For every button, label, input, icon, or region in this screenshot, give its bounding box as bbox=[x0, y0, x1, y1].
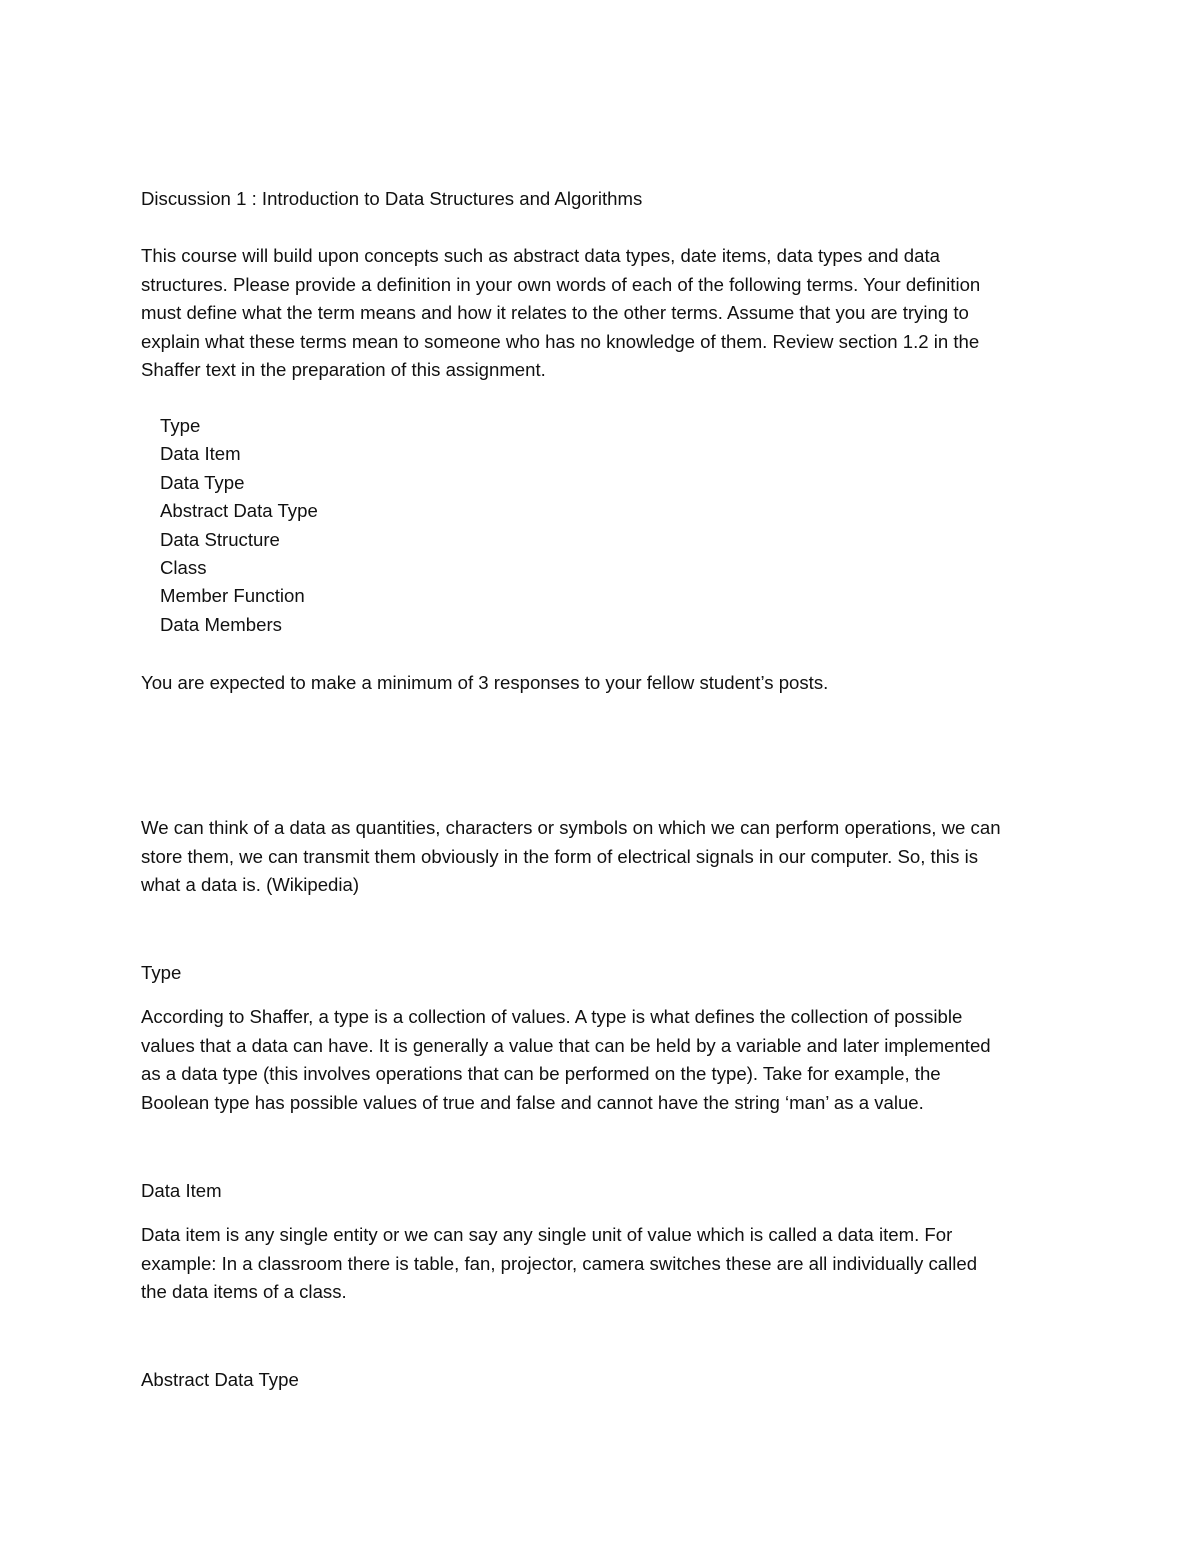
type-heading: Type bbox=[141, 962, 182, 983]
document-title: Discussion 1 : Introduction to Data Structures and Algorithms bbox=[141, 188, 643, 209]
data-item-line: the data items of a class. bbox=[141, 1281, 347, 1302]
term-item: Data Item bbox=[160, 443, 241, 465]
term-item: Data Structure bbox=[160, 528, 280, 550]
type-line: as a data type (this involves operations that can be performed on the type). Take for example, the bbox=[141, 1063, 941, 1084]
term-item: Member Function bbox=[160, 585, 305, 607]
data-item-paragraph bbox=[141, 1221, 1081, 1307]
responses-note: You are expected to make a minimum of 3 responses to your fellow student’s posts. bbox=[141, 672, 829, 693]
type-line: Boolean type has possible values of true and false and cannot have the string ‘man’ as a value. bbox=[141, 1091, 924, 1113]
data-line: We can think of a data as quantities, characters or symbols on which we can perform operations, we can bbox=[141, 817, 1001, 838]
data-paragraph bbox=[141, 814, 1081, 900]
intro-line: Shaffer text in the preparation of this assignment. bbox=[141, 359, 546, 380]
term-item: Type bbox=[160, 415, 201, 436]
intro-line: This course will build upon concepts such as abstract data types, date items, data types and data bbox=[141, 245, 940, 266]
adt-heading: Abstract Data Type bbox=[141, 1369, 299, 1390]
term-item: Data Type bbox=[160, 471, 245, 493]
data-item-line: example: In a classroom there is table, fan, projector, camera switches these are all individually called bbox=[141, 1252, 978, 1274]
data-line: what a data is. (Wikipedia) bbox=[141, 874, 360, 895]
term-item: Abstract Data Type bbox=[160, 500, 318, 522]
type-line: According to Shaffer, a type is a collection of values. A type is what defines the collection of possible bbox=[141, 1006, 963, 1027]
data-line: store them, we can transmit them obviously in the form of electrical signals in our computer. So, this is bbox=[141, 845, 979, 867]
type-line: values that a data can have. It is generally a value that can be held by a variable and later implemented bbox=[141, 1034, 991, 1056]
intro-line: explain what these terms mean to someone who has no knowledge of them. Review section 1.2 in the bbox=[141, 330, 980, 352]
data-item-heading: Data Item bbox=[141, 1180, 222, 1201]
intro-paragraph bbox=[141, 242, 1081, 385]
intro-line: structures. Please provide a definition in your own words of each of the following terms. Your definition bbox=[141, 273, 981, 295]
intro-line: must define what the term means and how it relates to the other terms. Assume that you are trying to bbox=[141, 302, 969, 323]
term-item: Data Members bbox=[160, 613, 282, 635]
type-paragraph bbox=[141, 1003, 1081, 1117]
terms-list bbox=[160, 412, 318, 639]
data-item-line: Data item is any single entity or we can say any single unit of value which is called a data item. For bbox=[141, 1224, 953, 1245]
term-item: Class bbox=[160, 556, 207, 578]
